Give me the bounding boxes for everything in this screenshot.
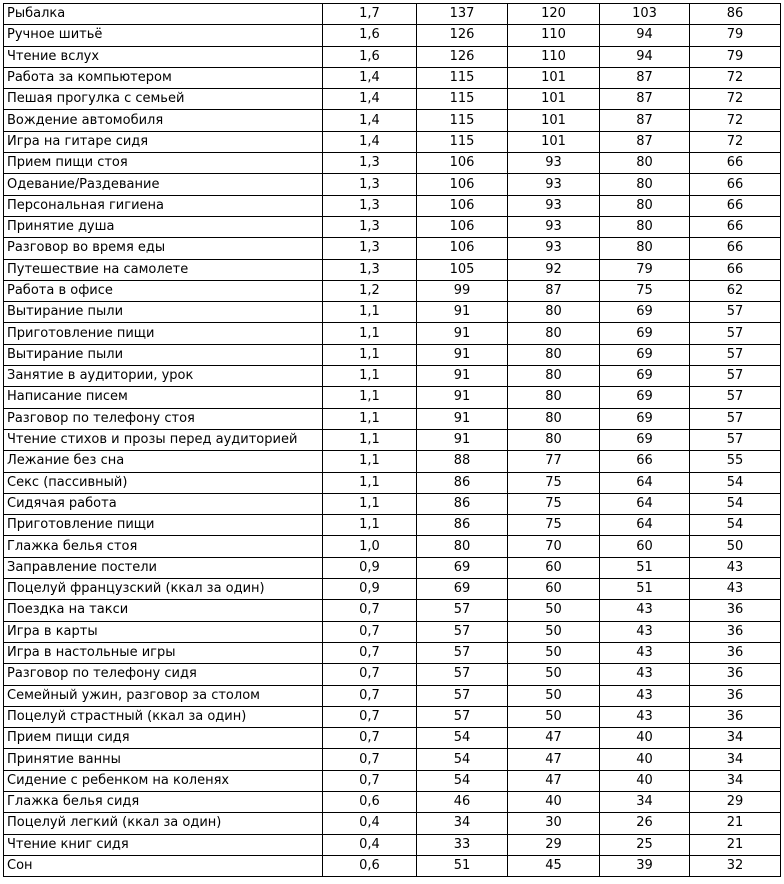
table-row [4,408,781,429]
coefficient-cell: 0,4 [323,813,417,834]
coefficient-cell: 0,7 [323,664,417,685]
kcal-col-3-cell: 64 [600,472,690,493]
table-row [4,259,781,280]
kcal-col-4-cell: 54 [690,515,781,536]
activity-name-cell: Рыбалка [4,4,323,25]
kcal-col-3-cell: 80 [600,195,690,216]
table-row [4,110,781,131]
kcal-col-2-cell: 47 [508,749,600,770]
coefficient-cell: 1,3 [323,238,417,259]
table-row [4,685,781,706]
kcal-col-1-cell: 115 [417,89,508,110]
activity-name-cell: Поцелуй французский (ккал за один) [4,579,323,600]
kcal-col-2-cell: 80 [508,302,600,323]
kcal-col-1-cell: 80 [417,536,508,557]
kcal-col-2-cell: 101 [508,89,600,110]
activity-name-cell: Приготовление пищи [4,515,323,536]
kcal-col-3-cell: 79 [600,259,690,280]
kcal-col-2-cell: 87 [508,280,600,301]
table-row [4,642,781,663]
kcal-col-4-cell: 72 [690,131,781,152]
kcal-col-3-cell: 69 [600,366,690,387]
activity-name-cell: Занятие в аудитории, урок [4,366,323,387]
kcal-col-3-cell: 87 [600,89,690,110]
activity-name-cell: Семейный ужин, разговор за столом [4,685,323,706]
table-body [4,4,781,877]
kcal-col-3-cell: 69 [600,344,690,365]
kcal-col-1-cell: 69 [417,579,508,600]
coefficient-cell: 1,7 [323,4,417,25]
table-row [4,25,781,46]
coefficient-cell: 0,9 [323,557,417,578]
kcal-col-3-cell: 34 [600,791,690,812]
coefficient-cell: 0,7 [323,728,417,749]
kcal-col-4-cell: 57 [690,408,781,429]
kcal-col-4-cell: 34 [690,728,781,749]
coefficient-cell: 1,1 [323,323,417,344]
kcal-col-2-cell: 80 [508,366,600,387]
table-row [4,536,781,557]
kcal-col-4-cell: 36 [690,600,781,621]
table-row [4,664,781,685]
coefficient-cell: 0,7 [323,749,417,770]
coefficient-cell: 1,3 [323,153,417,174]
table-row [4,493,781,514]
kcal-col-4-cell: 57 [690,323,781,344]
activity-name-cell: Пешая прогулка с семьей [4,89,323,110]
kcal-col-3-cell: 87 [600,110,690,131]
kcal-col-1-cell: 106 [417,195,508,216]
kcal-col-1-cell: 91 [417,387,508,408]
activity-name-cell: Разговор во время еды [4,238,323,259]
kcal-col-4-cell: 79 [690,25,781,46]
coefficient-cell: 0,7 [323,706,417,727]
coefficient-cell: 1,1 [323,408,417,429]
kcal-col-2-cell: 60 [508,579,600,600]
kcal-col-1-cell: 54 [417,728,508,749]
table-row [4,216,781,237]
activity-table-container [3,3,781,877]
activity-name-cell: Поцелуй легкий (ккал за один) [4,813,323,834]
table-row [4,557,781,578]
kcal-col-1-cell: 106 [417,174,508,195]
activity-name-cell: Вытирание пыли [4,344,323,365]
kcal-col-4-cell: 43 [690,557,781,578]
coefficient-cell: 1,2 [323,280,417,301]
table-row [4,4,781,25]
kcal-col-3-cell: 87 [600,67,690,88]
kcal-col-2-cell: 101 [508,67,600,88]
coefficient-cell: 1,3 [323,195,417,216]
kcal-col-2-cell: 80 [508,408,600,429]
table-row [4,579,781,600]
kcal-col-3-cell: 40 [600,770,690,791]
kcal-col-4-cell: 29 [690,791,781,812]
activity-name-cell: Чтение книг сидя [4,834,323,855]
kcal-col-1-cell: 33 [417,834,508,855]
kcal-col-2-cell: 93 [508,174,600,195]
coefficient-cell: 1,1 [323,451,417,472]
activity-name-cell: Игра в карты [4,621,323,642]
kcal-col-1-cell: 88 [417,451,508,472]
kcal-col-4-cell: 66 [690,259,781,280]
kcal-col-4-cell: 36 [690,685,781,706]
coefficient-cell: 0,6 [323,855,417,876]
kcal-col-3-cell: 40 [600,728,690,749]
coefficient-cell: 1,4 [323,67,417,88]
kcal-col-3-cell: 26 [600,813,690,834]
activity-name-cell: Одевание/Раздевание [4,174,323,195]
kcal-col-1-cell: 54 [417,749,508,770]
activity-name-cell: Принятие душа [4,216,323,237]
activity-name-cell: Работа в офисе [4,280,323,301]
kcal-col-2-cell: 93 [508,238,600,259]
coefficient-cell: 1,1 [323,387,417,408]
kcal-col-3-cell: 43 [600,600,690,621]
activity-name-cell: Принятие ванны [4,749,323,770]
kcal-col-4-cell: 57 [690,302,781,323]
activity-name-cell: Вождение автомобиля [4,110,323,131]
kcal-col-2-cell: 50 [508,706,600,727]
kcal-col-2-cell: 50 [508,600,600,621]
kcal-col-1-cell: 99 [417,280,508,301]
kcal-col-4-cell: 86 [690,4,781,25]
table-row [4,834,781,855]
kcal-col-4-cell: 66 [690,195,781,216]
kcal-col-1-cell: 126 [417,46,508,67]
activity-calorie-table [3,3,781,877]
coefficient-cell: 1,1 [323,515,417,536]
kcal-col-1-cell: 91 [417,408,508,429]
kcal-col-3-cell: 64 [600,515,690,536]
coefficient-cell: 0,7 [323,642,417,663]
kcal-col-4-cell: 55 [690,451,781,472]
kcal-col-1-cell: 137 [417,4,508,25]
kcal-col-4-cell: 50 [690,536,781,557]
kcal-col-1-cell: 91 [417,302,508,323]
kcal-col-4-cell: 36 [690,706,781,727]
kcal-col-1-cell: 57 [417,685,508,706]
kcal-col-1-cell: 105 [417,259,508,280]
coefficient-cell: 1,3 [323,216,417,237]
coefficient-cell: 1,4 [323,110,417,131]
kcal-col-2-cell: 110 [508,46,600,67]
kcal-col-3-cell: 40 [600,749,690,770]
table-row [4,89,781,110]
kcal-col-2-cell: 47 [508,770,600,791]
kcal-col-1-cell: 115 [417,110,508,131]
kcal-col-2-cell: 75 [508,493,600,514]
table-row [4,174,781,195]
kcal-col-1-cell: 91 [417,323,508,344]
coefficient-cell: 1,6 [323,25,417,46]
kcal-col-1-cell: 115 [417,131,508,152]
kcal-col-2-cell: 50 [508,642,600,663]
coefficient-cell: 1,1 [323,429,417,450]
kcal-col-3-cell: 43 [600,664,690,685]
coefficient-cell: 1,1 [323,366,417,387]
kcal-col-2-cell: 101 [508,110,600,131]
kcal-col-2-cell: 120 [508,4,600,25]
kcal-col-3-cell: 69 [600,302,690,323]
table-row [4,515,781,536]
kcal-col-4-cell: 54 [690,493,781,514]
kcal-col-4-cell: 62 [690,280,781,301]
activity-name-cell: Написание писем [4,387,323,408]
kcal-col-3-cell: 69 [600,323,690,344]
activity-name-cell: Сон [4,855,323,876]
kcal-col-3-cell: 94 [600,25,690,46]
activity-name-cell: Приготовление пищи [4,323,323,344]
kcal-col-3-cell: 60 [600,536,690,557]
kcal-col-1-cell: 115 [417,67,508,88]
kcal-col-3-cell: 43 [600,621,690,642]
kcal-col-4-cell: 54 [690,472,781,493]
kcal-col-2-cell: 70 [508,536,600,557]
table-row [4,238,781,259]
coefficient-cell: 1,4 [323,89,417,110]
coefficient-cell: 0,9 [323,579,417,600]
kcal-col-4-cell: 57 [690,366,781,387]
kcal-col-1-cell: 91 [417,429,508,450]
activity-name-cell: Сидение с ребенком на коленях [4,770,323,791]
kcal-col-1-cell: 91 [417,344,508,365]
kcal-col-1-cell: 106 [417,238,508,259]
kcal-col-2-cell: 45 [508,855,600,876]
kcal-col-1-cell: 86 [417,515,508,536]
kcal-col-3-cell: 87 [600,131,690,152]
kcal-col-3-cell: 80 [600,216,690,237]
kcal-col-3-cell: 80 [600,238,690,259]
kcal-col-3-cell: 80 [600,153,690,174]
kcal-col-4-cell: 36 [690,642,781,663]
kcal-col-4-cell: 21 [690,834,781,855]
kcal-col-2-cell: 75 [508,472,600,493]
kcal-col-4-cell: 66 [690,216,781,237]
activity-name-cell: Секс (пассивный) [4,472,323,493]
activity-name-cell: Лежание без сна [4,451,323,472]
kcal-col-2-cell: 80 [508,387,600,408]
kcal-col-3-cell: 43 [600,642,690,663]
kcal-col-1-cell: 86 [417,472,508,493]
table-row [4,451,781,472]
activity-name-cell: Прием пищи стоя [4,153,323,174]
table-row [4,387,781,408]
table-row [4,280,781,301]
kcal-col-1-cell: 57 [417,600,508,621]
kcal-col-3-cell: 69 [600,429,690,450]
activity-name-cell: Сидячая работа [4,493,323,514]
coefficient-cell: 0,6 [323,791,417,812]
activity-name-cell: Чтение стихов и прозы перед аудиторией [4,429,323,450]
kcal-col-2-cell: 75 [508,515,600,536]
activity-name-cell: Путешествие на самолете [4,259,323,280]
kcal-col-4-cell: 43 [690,579,781,600]
table-row [4,770,781,791]
kcal-col-3-cell: 75 [600,280,690,301]
table-row [4,323,781,344]
kcal-col-1-cell: 106 [417,216,508,237]
kcal-col-2-cell: 60 [508,557,600,578]
activity-name-cell: Вытирание пыли [4,302,323,323]
coefficient-cell: 0,7 [323,621,417,642]
table-row [4,429,781,450]
table-row [4,153,781,174]
kcal-col-3-cell: 39 [600,855,690,876]
table-row [4,344,781,365]
activity-name-cell: Ручное шитьё [4,25,323,46]
kcal-col-3-cell: 43 [600,706,690,727]
table-row [4,46,781,67]
coefficient-cell: 1,6 [323,46,417,67]
kcal-col-2-cell: 93 [508,153,600,174]
kcal-col-2-cell: 30 [508,813,600,834]
activity-name-cell: Разговор по телефону стоя [4,408,323,429]
activity-name-cell: Игра в настольные игры [4,642,323,663]
coefficient-cell: 0,7 [323,770,417,791]
table-row [4,131,781,152]
kcal-col-2-cell: 40 [508,791,600,812]
kcal-col-4-cell: 66 [690,174,781,195]
kcal-col-2-cell: 80 [508,429,600,450]
kcal-col-4-cell: 72 [690,110,781,131]
activity-name-cell: Поцелуй страстный (ккал за один) [4,706,323,727]
table-row [4,67,781,88]
kcal-col-4-cell: 34 [690,749,781,770]
kcal-col-3-cell: 64 [600,493,690,514]
kcal-col-4-cell: 21 [690,813,781,834]
table-row [4,472,781,493]
kcal-col-1-cell: 51 [417,855,508,876]
kcal-col-1-cell: 57 [417,642,508,663]
kcal-col-4-cell: 72 [690,89,781,110]
activity-name-cell: Поездка на такси [4,600,323,621]
kcal-col-2-cell: 80 [508,323,600,344]
activity-name-cell: Глажка белья стоя [4,536,323,557]
table-row [4,728,781,749]
kcal-col-4-cell: 72 [690,67,781,88]
kcal-col-1-cell: 57 [417,664,508,685]
coefficient-cell: 1,1 [323,344,417,365]
coefficient-cell: 1,3 [323,259,417,280]
kcal-col-2-cell: 110 [508,25,600,46]
activity-name-cell: Глажка белья сидя [4,791,323,812]
coefficient-cell: 1,4 [323,131,417,152]
kcal-col-3-cell: 69 [600,408,690,429]
kcal-col-3-cell: 43 [600,685,690,706]
coefficient-cell: 1,0 [323,536,417,557]
kcal-col-1-cell: 57 [417,706,508,727]
coefficient-cell: 1,1 [323,472,417,493]
table-row [4,749,781,770]
coefficient-cell: 0,7 [323,600,417,621]
activity-name-cell: Персональная гигиена [4,195,323,216]
table-row [4,600,781,621]
activity-name-cell: Разговор по телефону сидя [4,664,323,685]
activity-name-cell: Работа за компьютером [4,67,323,88]
table-row [4,813,781,834]
table-row [4,706,781,727]
kcal-col-2-cell: 29 [508,834,600,855]
kcal-col-1-cell: 106 [417,153,508,174]
kcal-col-4-cell: 57 [690,429,781,450]
kcal-col-1-cell: 57 [417,621,508,642]
coefficient-cell: 1,1 [323,302,417,323]
kcal-col-3-cell: 103 [600,4,690,25]
kcal-col-1-cell: 54 [417,770,508,791]
kcal-col-3-cell: 94 [600,46,690,67]
kcal-col-2-cell: 77 [508,451,600,472]
table-row [4,621,781,642]
kcal-col-4-cell: 36 [690,621,781,642]
table-row [4,366,781,387]
kcal-col-2-cell: 93 [508,216,600,237]
kcal-col-1-cell: 126 [417,25,508,46]
kcal-col-1-cell: 34 [417,813,508,834]
kcal-col-2-cell: 93 [508,195,600,216]
coefficient-cell: 1,1 [323,493,417,514]
coefficient-cell: 0,7 [323,685,417,706]
kcal-col-3-cell: 69 [600,387,690,408]
kcal-col-3-cell: 25 [600,834,690,855]
kcal-col-3-cell: 66 [600,451,690,472]
activity-name-cell: Игра на гитаре сидя [4,131,323,152]
kcal-col-2-cell: 50 [508,664,600,685]
activity-name-cell: Прием пищи сидя [4,728,323,749]
kcal-col-2-cell: 101 [508,131,600,152]
kcal-col-2-cell: 47 [508,728,600,749]
table-row [4,195,781,216]
kcal-col-2-cell: 50 [508,685,600,706]
kcal-col-2-cell: 80 [508,344,600,365]
kcal-col-4-cell: 57 [690,387,781,408]
kcal-col-4-cell: 32 [690,855,781,876]
kcal-col-1-cell: 69 [417,557,508,578]
kcal-col-4-cell: 79 [690,46,781,67]
coefficient-cell: 1,3 [323,174,417,195]
kcal-col-2-cell: 92 [508,259,600,280]
table-row [4,855,781,876]
kcal-col-3-cell: 80 [600,174,690,195]
kcal-col-3-cell: 51 [600,579,690,600]
kcal-col-2-cell: 50 [508,621,600,642]
table-row [4,791,781,812]
kcal-col-3-cell: 51 [600,557,690,578]
kcal-col-4-cell: 36 [690,664,781,685]
kcal-col-4-cell: 34 [690,770,781,791]
kcal-col-1-cell: 91 [417,366,508,387]
kcal-col-4-cell: 66 [690,238,781,259]
table-row [4,302,781,323]
kcal-col-4-cell: 57 [690,344,781,365]
kcal-col-4-cell: 66 [690,153,781,174]
kcal-col-1-cell: 86 [417,493,508,514]
coefficient-cell: 0,4 [323,834,417,855]
activity-name-cell: Чтение вслух [4,46,323,67]
kcal-col-1-cell: 46 [417,791,508,812]
activity-name-cell: Заправление постели [4,557,323,578]
